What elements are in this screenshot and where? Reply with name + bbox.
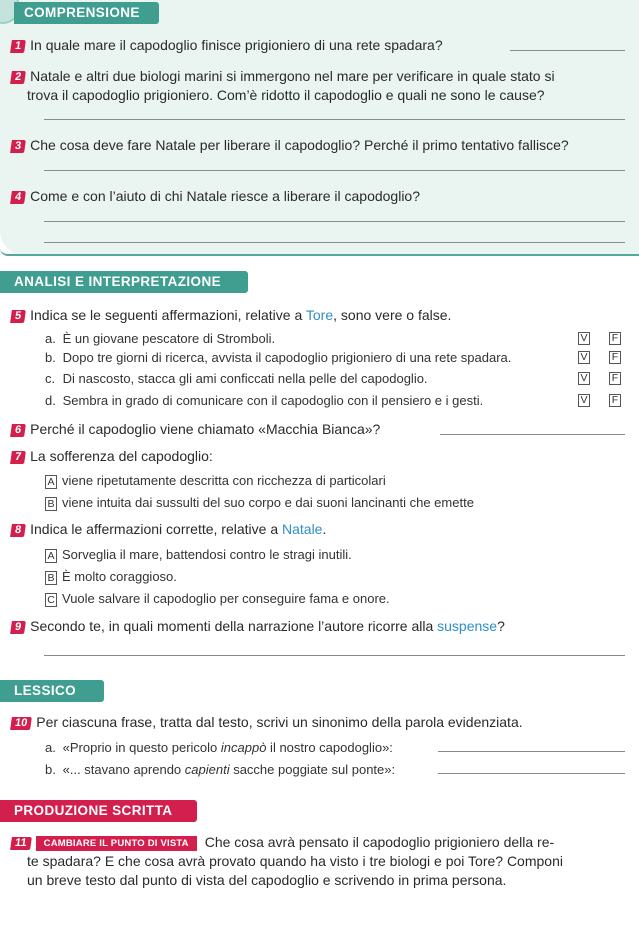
- question-4: [14, 187, 421, 206]
- false-box[interactable]: F: [609, 351, 621, 364]
- question-text-line: te spadara? E che cosa avrà provato quando ha visto i tre biologi e poi Tore? Componi: [27, 853, 563, 869]
- section-title-lessico: LESSICO: [0, 680, 104, 702]
- statement-a: [45, 330, 275, 347]
- highlight-term: Natale: [282, 521, 323, 537]
- item-text: «... stavano aprendo: [62, 762, 185, 777]
- question-8: [14, 520, 327, 539]
- statement-text: Dopo tre giorni di ricerca, avvista il capodoglio prigioniero di una rete spadara.: [62, 350, 512, 365]
- statement-letter: c.: [45, 371, 56, 386]
- question-text: La sofferenza del capodoglio:: [30, 448, 213, 464]
- question-text: Per ciascuna frase, tratta dal testo, scrivi un sinonimo della parola evidenziata.: [36, 714, 523, 730]
- question-text: Indica le affermazioni corrette, relative a: [30, 521, 282, 537]
- question-text: Secondo te, in quali momenti della narrazione l’autore ricorre alla: [30, 618, 438, 634]
- question-text: Perché il capodoglio viene chiamato «Macchia Bianca»?: [30, 421, 381, 437]
- question-text: ?: [497, 618, 505, 634]
- statement-b: [45, 349, 511, 366]
- question-number: 8: [10, 524, 26, 537]
- true-box[interactable]: V: [578, 394, 590, 407]
- statement-text: È un giovane pescatore di Stromboli.: [62, 331, 276, 346]
- synonym-item-a: [45, 739, 393, 756]
- question-text-line: Che cosa avrà pensato il capodoglio prigioniero della re-: [204, 834, 555, 850]
- option-checkbox[interactable]: B: [45, 571, 57, 585]
- question-number: 6: [10, 424, 26, 437]
- item-letter: b.: [45, 762, 56, 777]
- option-checkbox[interactable]: A: [45, 549, 57, 563]
- question-number: 2: [10, 71, 26, 84]
- question-text: , sono vere o false.: [333, 307, 452, 323]
- option-text: viene intuita dai sussulti del suo corpo e dai suoni lancinanti che emette: [62, 495, 474, 510]
- answer-line[interactable]: [44, 119, 625, 120]
- option-b[interactable]: [45, 494, 474, 511]
- statement-text: Sembra in grado di comunicare con il capodoglio con il pensiero e i gesti.: [62, 393, 484, 408]
- item-text: «Proprio in questo pericolo: [62, 740, 221, 755]
- answer-line[interactable]: [440, 434, 625, 435]
- question-6: [14, 420, 381, 439]
- question-text-line: Natale e altri due biologi marini si immergono nel mare per verificare in quale stato si: [30, 68, 555, 84]
- option-checkbox[interactable]: C: [45, 593, 57, 607]
- answer-line[interactable]: [44, 242, 625, 243]
- statement-letter: a.: [45, 331, 56, 346]
- item-text: il nostro capodoglio»:: [266, 740, 393, 755]
- highlighted-word: incappò: [220, 740, 267, 755]
- option-text: viene ripetutamente descritta con ricchezza di particolari: [62, 473, 386, 488]
- activity-tag: CAMBIARE IL PUNTO DI VISTA: [36, 836, 197, 851]
- question-text: .: [322, 521, 327, 537]
- question-number: 11: [10, 837, 31, 850]
- question-11: [14, 833, 563, 890]
- question-9: [14, 617, 505, 636]
- highlight-term: Tore: [305, 307, 334, 323]
- section-title-analisi: ANALISI E INTERPRETAZIONE: [0, 271, 248, 293]
- question-7: [14, 447, 213, 466]
- item-text: sacche poggiate sul ponte»:: [229, 762, 396, 777]
- option-checkbox[interactable]: B: [45, 497, 57, 511]
- question-1: [14, 36, 443, 55]
- answer-line[interactable]: [44, 655, 625, 656]
- true-box[interactable]: V: [578, 351, 590, 364]
- answer-line[interactable]: [438, 773, 625, 774]
- option-text: Sorveglia il mare, battendosi contro le stragi inutili.: [62, 547, 352, 562]
- answer-line[interactable]: [510, 50, 625, 51]
- answer-line[interactable]: [44, 170, 625, 171]
- question-text: Che cosa deve fare Natale per liberare il capodoglio? Perché il primo tentativo fallisce?: [30, 137, 569, 153]
- item-letter: a.: [45, 740, 56, 755]
- highlight-term: suspense: [437, 618, 498, 634]
- true-box[interactable]: V: [578, 372, 590, 385]
- question-text: Indica se le seguenti affermazioni, relative a: [30, 307, 306, 323]
- synonym-item-b: [45, 761, 395, 778]
- question-number: 5: [10, 310, 26, 323]
- question-number: 10: [10, 717, 32, 730]
- question-3: [14, 136, 569, 155]
- true-box[interactable]: V: [578, 332, 590, 345]
- question-5: [14, 306, 452, 325]
- statement-letter: b.: [45, 350, 56, 365]
- question-number: 7: [10, 451, 26, 464]
- question-10: [14, 713, 523, 732]
- question-text: In quale mare il capodoglio finisce prigioniero di una rete spadara?: [30, 37, 443, 53]
- option-c[interactable]: [45, 590, 390, 607]
- question-text: Come e con l’aiuto di chi Natale riesce a liberare il capodoglio?: [30, 188, 421, 204]
- option-text: Vuole salvare il capodoglio per conseguire fama e onore.: [62, 591, 390, 606]
- statement-letter: d.: [45, 393, 56, 408]
- question-text-line: trova il capodoglio prigioniero. Com’è ridotto il capodoglio e quali ne sono le cause?: [27, 87, 545, 103]
- option-checkbox[interactable]: A: [45, 475, 57, 489]
- option-a[interactable]: [45, 546, 352, 563]
- false-box[interactable]: F: [609, 394, 621, 407]
- false-box[interactable]: F: [609, 372, 621, 385]
- false-box[interactable]: F: [609, 332, 621, 345]
- section-title-comprensione: COMPRENSIONE: [14, 2, 159, 24]
- statement-d: [45, 392, 483, 409]
- option-a[interactable]: [45, 472, 386, 489]
- highlighted-word: capienti: [184, 762, 230, 777]
- option-b[interactable]: [45, 568, 177, 585]
- statement-text: Di nascosto, stacca gli ami conficcati nella pelle del capodoglio.: [62, 371, 428, 386]
- question-number: 9: [10, 621, 26, 634]
- question-number: 4: [10, 191, 26, 204]
- answer-line[interactable]: [438, 751, 625, 752]
- question-2: [14, 67, 555, 105]
- section-title-produzione: PRODUZIONE SCRITTA: [0, 800, 197, 822]
- question-number: 1: [10, 40, 26, 53]
- answer-line[interactable]: [44, 221, 625, 222]
- question-number: 3: [10, 140, 26, 153]
- option-text: È molto coraggioso.: [62, 569, 177, 584]
- question-text-line: un breve testo dal punto di vista del capodoglio e scrivendo in prima persona.: [27, 872, 507, 888]
- statement-c: [45, 370, 428, 387]
